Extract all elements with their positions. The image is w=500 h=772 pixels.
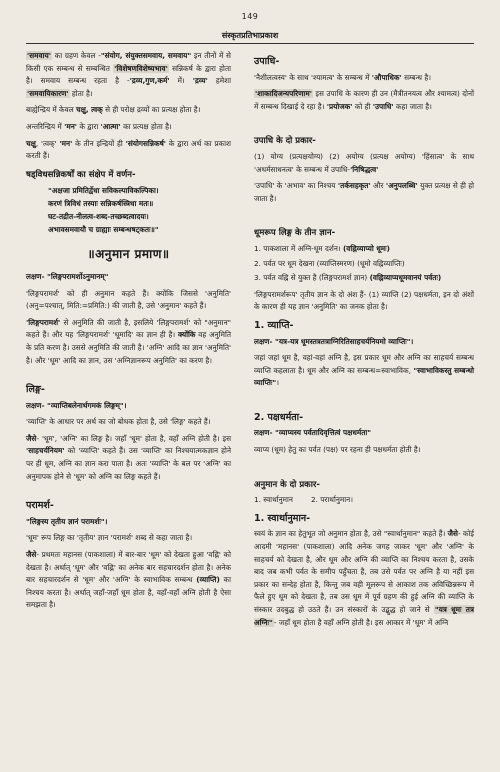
section-heading-upadhi: उपाधि- [254,56,280,67]
paragraph-upadhi-abhava: 'उपाधि' के 'अभाव' का निश्चय 'तर्कसहकृत' और 'अनुपलब्धि' युक्त प्रत्यक्ष से ही हो जाता है। [254,181,475,203]
list-item: 2. पर्वत पर धूम देखना (व्याप्तिस्मरण) (धूमो वह्निव्याप्तिः) [254,258,405,268]
paragraph-two-amsha: 'लिङ्गपरामर्शरूप' तृतीय ज्ञान के दो अंश हैं- (1) व्याप्ति (2) पक्षधर्मता, इन दो अंशों के कारण ही यह ज्ञान 'अनुमिति' का जनक होता है। [254,289,474,312]
section-heading-pakshadharmata: 2. पक्षधर्मता- [254,411,304,423]
section-heading-sannikarsha: षड्विधसन्निकर्षों का संक्षेप में वर्णन- [26,169,136,180]
three-jnana-list [254,243,474,285]
paragraph-vyapti-explained: जहां जहां धूम है, वहां-वहां अग्नि है, इस प्रकार धूम और अग्नि का साहचर्य सम्बन्ध व्याप्ति कहलाता है। धूम और अग्नि का सम्बन्ध=स्वाभाविक, "स्वाभाविकस्तु सम्बन्धो व्याप्तिः"। [254,353,474,388]
paragraph-samavaya: 'समवाय' का ग्रहण केवल -"संयोग, संयुक्तसमवाय, समवाय" इन तीनों में से किसी एक सम्बन्ध से सम्बन्धित 'विशेषणविशेष्यभाव' सन्निकर्ष के द्वारा होता है। समवाय सम्बन्ध रहता है -'द्रव्य,गुण,कर्म' में। 'द्रव्य' हमेशा 'समवायिकारण' होता है। [26,51,231,98]
section-heading-linga: लिङ्ग- [26,384,45,396]
verse-line: अभावसमवायौ च ग्राह्याः सम्बन्धषट्कतः॥" [48,225,159,235]
paragraph-anumiti: 'लिङ्गपरामर्श' से अनुमिति की जाती है, इसलिये 'लिङ्गपरामर्श' को "अनुमान" कहते हैं। और यह 'लिङ्गपरामर्श' 'धूमादि' का ज्ञान ही है। क्योंकि वह अनुमिति के प्रति करण है। उससे अनुमिति की जाती है। 'अग्नि' आदि का ज्ञान 'अनुमिति' है। और 'धूम' आदि का ज्ञान, उस 'अग्निज्ञानरूप अनुमिति' का करण है। [26,317,231,365]
paragraph-mahanasa-example: जैसे- प्रथमतः महानस (पाकशाला) में बार-बार 'धूम' को देखता हुआ 'वह्नि' को देखता है। अर्थात् 'धूम' और 'वह्नि' का अनेक बार सहचारदर्शन होता है। अनेक बार सहचारदर्शन से 'धूम' और 'अग्नि' के स्वाभाविक सम्बन्ध (व्याप्ति) का निश्चय करता है। अर्थात् जहाँ-जहाँ धूम होता है, वहाँ-वहाँ अग्नि होती है ऐसा समझता है। [26,550,231,610]
paragraph-pakshadharmata: व्याप्य (धूम) हेतु का पर्वत (पक्ष) पर रहना ही पक्षधर्मता होती है। [254,445,421,455]
type-pararthanumana: 2. परार्थानुमान। [310,495,353,505]
definition-vyapti: लक्षण- "यत्र-यत्र धूमस्तत्रतत्राग्निरितिसाहचर्यनियमो व्याप्तिः"। [254,336,414,346]
section-heading-paramarsha: परामर्श- [26,500,54,512]
paragraph-aupadhika: 'नैशीलत्वस्य' के साथ 'श्यामत्व' के सम्बन्ध में 'औपाधिक' सम्बन्ध है। [254,72,432,82]
paragraph-tritiya-jnana: 'धूम' रूप लिङ्ग का 'तृतीय' ज्ञान 'परामर्श' शब्द से कहा जाता है। [26,533,193,543]
definition-paramarsha: "लिङ्गस्य तृतीय ज्ञानं परामर्शः"। [26,516,108,526]
paragraph-bahyendriya: बाह्येन्द्रिय में केवल चक्षु, त्वक् से ही परोक्ष द्रव्यों का प्रत्यक्ष होता है। [26,105,201,115]
section-heading-three-jnana: धूमरूप लिङ्ग के तीन ज्ञान- [254,228,336,239]
anumana-types [254,494,474,507]
paragraph-shakadi: 'शाकादिजन्यपरिणाम' इस उपाधि के कारण ही उन (मैत्रीतनयत्व और श्यामत्व) दोनों में सम्बन्ध दिखाई दे रहा है। 'प्रयोजक' को ही 'उपाधि' कहा जाता है। [254,89,474,111]
verse-line: करणं त्रिविधं तस्याः सन्निकर्षस्त्रिधा मतः॥ [48,199,154,209]
type-svarthanumana: 1. स्वार्थानुमान [254,495,293,505]
definition-linga: लक्षण- "व्याप्तिबलेनार्थगमकं लिङ्गम्"। [26,400,127,410]
paragraph-dhuma-example: जैसे- 'धूम', 'अग्नि' का लिङ्ग है। जहाँ 'धूम' होता है, वहाँ अग्नि होती है। इस 'साहचर्यनियम' को 'व्याप्ति' कहते हैं। उस 'व्याप्ति' का निश्चयात्मकज्ञान होने पर ही धूम, अग्नि का ज्ञान करा पाता है। अतः 'व्याप्ति' के बल पर 'अग्नि' का अनुमापक होने से 'धूम' को अग्नि का लिङ्ग कहते हैं। [26,433,231,481]
definition-pakshadharmata: लक्षण- "व्याप्यस्य पर्वतादिवृत्तित्वं पक्षधर्मता" [254,428,372,438]
verse-line: "अक्षजा प्रमितिर्द्वेधा सविकल्पाविकल्पिका। [48,186,159,196]
chapter-title: ॥अनुमान प्रमाण॥ [87,247,170,262]
right-column [254,50,474,633]
definition-anumana: लक्षण- "लिङ्गपरामर्शोऽनुमानम्" [26,271,109,281]
paragraph-upadhi-types: (1) योग्य (प्रत्यक्षयोग्य) (2) अयोग्य (प्रत्यक्ष अयोग्य) 'हिंसात्व' के साथ 'अधर्मसाधनत्व' के सम्बन्ध में उपाधि-'निषिद्धत्व' [254,151,474,174]
running-head: संस्कृतप्रतिभाप्रकाश [221,31,279,40]
page-number: 149 [241,12,259,21]
section-heading-svarthanumana: 1. स्वार्थानुमान- [254,512,311,524]
list-item: 1. पाकशाला में अग्नि-धूम दर्शन। (वह्निव्याप्यो धूमः) [254,243,390,253]
verse-block [26,184,231,236]
section-heading-upadhi-types: उपाधि के दो प्रकार- [254,136,316,147]
paragraph-antarindriya: अन्तरिन्द्रिय में 'मन' के द्वारा 'आत्मा' का प्रत्यक्ष होता है। [26,121,172,131]
header-rule [26,43,474,44]
paragraph-chakshu: चक्षु, 'त्वक्' 'मन' के तीन इन्द्रियों ही 'संयोगसन्निकर्ष' के द्वारा अर्थ का प्रकाश करती हैं। [26,138,231,161]
left-column [26,50,231,616]
section-heading-vyapti: 1. व्याप्ति- [254,319,294,331]
section-heading-anumana-types: अनुमान के दो प्रकार- [254,479,320,490]
list-item: 3. पर्वत वह्नि से युक्त है (लिङ्गपरामर्श ज्ञान) (वह्निव्याप्यधूमवानयं पर्वतः) [254,273,442,283]
paragraph-vyapti-basis: 'व्याप्ति' के आधार पर अर्थ का जो बोधक होता है, उसे 'लिङ्ग' कहते हैं। [26,417,211,427]
verse-line: घट-तद्रीत-नीलत्व-शब्द-तच्छब्दत्वादयः। [48,212,149,222]
paragraph-lingaparamarsha: 'लिङ्गपरामर्श' को ही अनुमान कहते हैं। क्योंकि जिससे 'अनुमिति' (अनु=पश्चात्, मिति:=प्रमिति:) की जाती है, उसे 'अनुमान' कहते हैं। [26,288,231,311]
term-samavaya: 'समवाय' [27,51,51,60]
paragraph-svarthanumana: स्वयं के ज्ञान का हेतुभूत जो अनुमान होता है, उसे "स्वार्थानुमान" कहते हैं। जैसे- कोई आदमी 'महानस' (पाकशाला) आदि अनेक जगह जाकर 'धूम' और 'अग्नि' के साहचर्य को देखता है, और धूम और अग्नि की व्याप्ति का निश्चय करता है, उसके बाद जब कभी पर्वत के समीप पहुँचता है, तब उसे पर्वत पर अग्नि है या नहीं इस प्रकार का सन्देह होता है, किन्तु जब वही मूलरूप से आकाश तक अविच्छिन्नरूप में फैले हुए धूम को देखता है, तब उस धूम में पूर्व ग्रहण की हुई अग्नि की व्याप्ति के संस्कार उदबुद्ध हो उठते हैं। उन संस्कारों के उद्बुद्ध हो जाने से "यत्र धूमः तत्र अग्निः"- जहाँ धूम होता है वहाँ अग्नि होती है। इस आकार में 'धूम' में अग्नि [254,529,474,627]
